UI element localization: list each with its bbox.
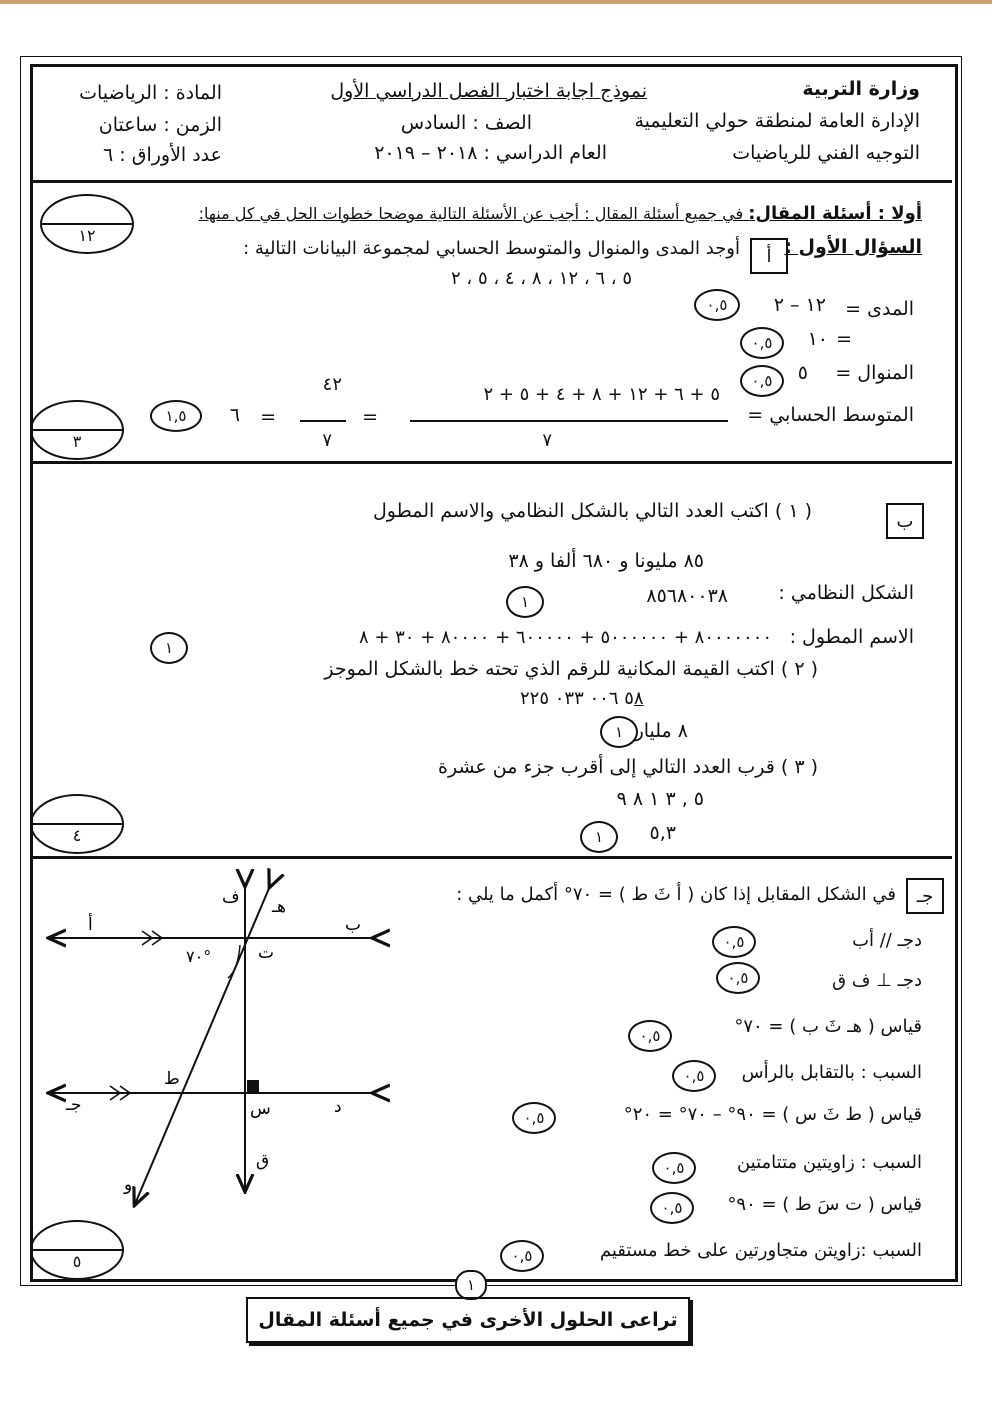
mark-standard: ١ [506,586,544,618]
section3-prompt: في الشكل المقابل إذا كان ( أ ثَ ط ) = ٧٠° أكمل ما يلي : [456,884,896,905]
mean-frac2-denominator: ٧ [322,430,332,451]
label-t: ت [258,943,275,963]
angle-measure-1: قياس ( هـ ثَ ب ) = ٧٠° [734,1016,922,1037]
range-label: المدى = [845,298,914,320]
mode-value: ٥ [797,362,808,384]
grade: الصف : السادس [400,112,532,134]
mark-q3: ١ [580,821,618,853]
number-in-words: ٨٥ مليونا و ٦٨٠ ألفا و ٣٨ [508,550,704,572]
supervision-name: التوجيه الفني للرياضيات [732,142,920,164]
exam-title: نموذج اجابة اختبار الفصل الدراسي الأول [330,80,647,102]
mark-line5: ٠,٥ [512,1102,556,1134]
part-c-tag: جـ [906,878,944,914]
part-b-tag: ب [886,503,924,539]
mark-line6: ٠,٥ [652,1152,696,1184]
angle-measure-3: قياس ( ت سَ ط ) = ٩٠° [727,1194,922,1215]
mark-range: ٠,٥ [694,289,740,321]
score-q3: ٥ [72,1252,82,1271]
mark-q2: ١ [600,716,638,748]
mean-numerator: ٥ + ٦ + ١٢ + ٨ + ٤ + ٥ + ٢ [483,384,720,405]
label-j: جـ [66,1095,82,1115]
question1-prompt: أوجد المدى والمنوال والمتوسط الحسابي لمجموعة البيانات التالية : [243,238,740,259]
range-equals: = [836,328,852,350]
heading-rest: في جميع أسئلة المقال : أجب عن الأسئلة التالية موضحا خطوات الحل في كل منها: [198,204,749,223]
standard-form-value: ٨٥٦٨٠٠٣٨ [646,585,728,607]
reason-3: السبب :زاويتن متجاورتين على خط مستقيم [599,1240,922,1261]
angle-measure-2: قياس ( ط ثَ س ) = ٩٠° – ٧٠° = ٢٠° [623,1104,922,1125]
heading-prefix: أولا : أسئلة المقال: [748,203,922,224]
label-b: ب [345,915,362,935]
q3-answer: ٥,٣ [649,822,676,844]
reason-1: السبب : بالتقابل بالرأس [741,1062,922,1083]
label-d: د [334,1097,342,1117]
mark-line7: ٠,٥ [650,1192,694,1224]
reason-2: السبب : زاويتين متتامتين [736,1152,922,1173]
mean-label: المتوسط الحسابي = [747,404,914,426]
mean-value: ٦ [229,404,240,426]
score-q2: ٤ [72,826,82,845]
mode-label: المنوال = [835,362,914,384]
section2-q3: ( ٣ ) قرب العدد التالي إلى أقرب جزء من عشرة [438,756,818,778]
label-q: ق [256,1151,270,1171]
label-s: س [250,1099,271,1119]
parallel-statement: دجـ // أب [852,930,922,951]
q2-underlined-digit: ٨ [633,688,644,709]
section2-q1: ( ١ ) اكتب العدد التالي بالشكل النظامي والاسم المطول [373,500,812,522]
mean-frac2-numerator: ٤٢ [322,374,342,395]
part-a-tag: أ [750,238,788,274]
label-tah: ط [164,1069,180,1089]
mark-mean: ١,٥ [150,400,202,432]
label-h: هـ [272,897,286,917]
mark-range-value: ٠,٥ [740,327,784,359]
subject: المادة : الرياضيات [79,82,222,104]
label-w: و [124,1175,133,1195]
footer-note: تراعى الحلول الأخرى في جميع أسئلة المقال [246,1297,690,1343]
mean-denominator: ٧ [542,430,552,451]
label-angle: ٧٠° [186,947,212,966]
q3-number: ٥ , ٣ ١ ٨ ٩ [616,788,704,810]
question1-label: السؤال الأول : [784,236,922,258]
page-count: عدد الأوراق : ٦ [103,144,222,166]
mean-equals-2: = [260,406,276,428]
duration: الزمن : ساعتان [98,114,222,136]
perpendicular-statement: دجـ ⊥ ف ق [832,970,922,991]
expanded-form-label: الاسم المطول : [789,626,914,648]
range-expression: ١٢ – ٢ [773,294,826,316]
data-set: ٥ ، ٦ ، ١٢ ، ٨ ، ٤ ، ٥ ، ٢ [451,268,632,289]
q2-digit-prefix: ٥ [624,688,634,709]
q2-answer: ٨ مليار [634,720,688,742]
label-a: أ [88,915,93,935]
mark-line2: ٠,٥ [716,962,760,994]
mark-line4: ٠,٥ [672,1060,716,1092]
label-f: ف [222,887,240,907]
mark-mode: ٠,٥ [740,365,784,397]
section2-q2: ( ٢ ) اكتب القيمة المكانية للرقم الذي تحته خط بالشكل الموجز [324,658,818,680]
mark-line1: ٠,٥ [712,926,756,958]
standard-form-label: الشكل النظامي : [778,582,914,604]
district-name: الإدارة العامة لمنطقة حولي التعليمية [634,110,920,132]
ministry-name: وزارة التربية [802,78,920,100]
mark-expanded: ١ [150,632,188,664]
academic-year: العام الدراسي : ٢٠١٨ – ٢٠١٩ [374,142,607,164]
page-number: ١ [455,1270,487,1300]
q2-digits-rest: ٠٠٦ ٠٣٣ ٢٢٥ [520,688,625,709]
expanded-form-value: ٨٠٠٠٠٠٠٠ + ٥٠٠٠٠٠٠ + ٦٠٠٠٠٠ + ٨٠٠٠٠ + ٣٠ + ٨ [358,627,772,648]
mark-line8: ٠,٥ [500,1240,544,1272]
right-angle-mark [247,1080,259,1092]
mark-line3: ٠,٥ [628,1020,672,1052]
score-total: ١٢ [78,226,96,245]
range-value: ١٠ [807,328,828,350]
mean-equals-1: = [362,406,378,428]
score-q1: ٣ [72,432,82,451]
